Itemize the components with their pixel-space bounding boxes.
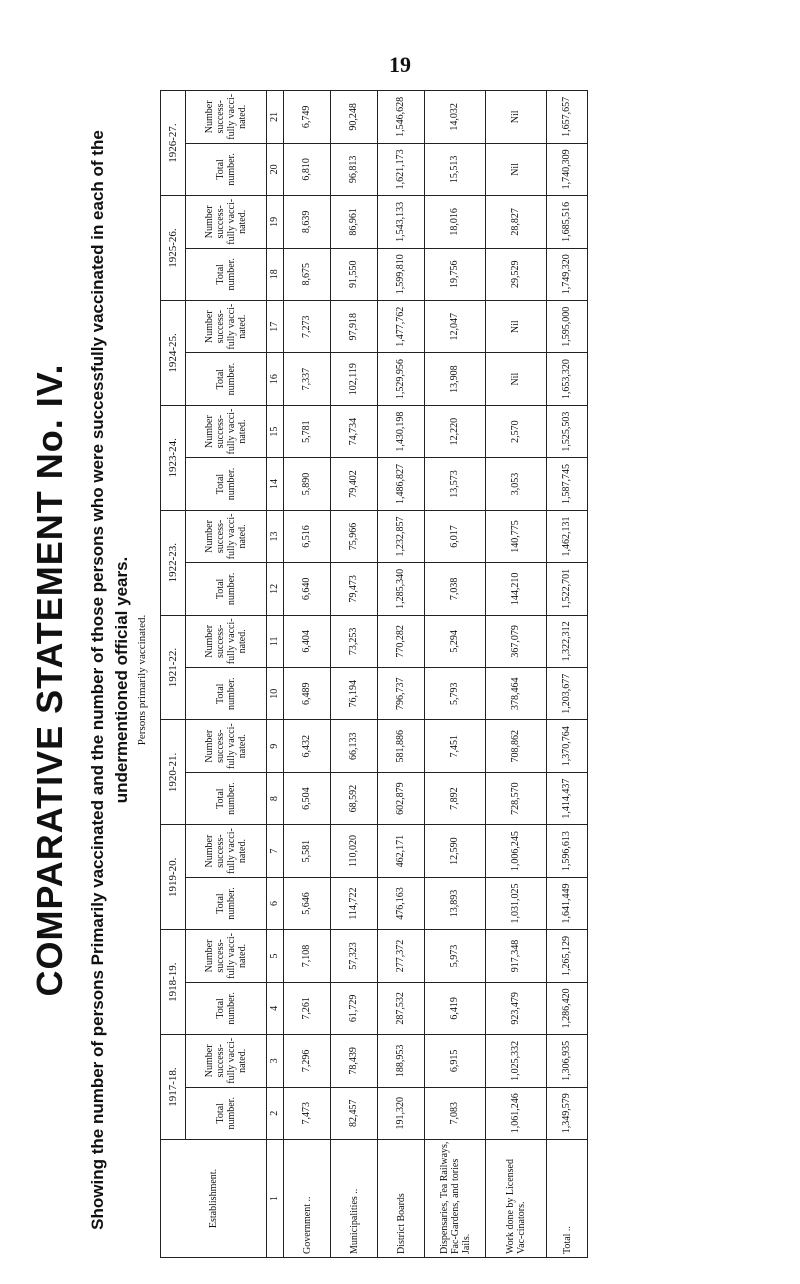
- table-cell: 367,079: [486, 615, 547, 667]
- total-number-header: Total number.: [186, 458, 267, 510]
- table-cell: 13,573: [425, 458, 486, 510]
- table-cell: Nil: [486, 91, 547, 144]
- table-cell: 708,862: [486, 720, 547, 772]
- column-number: 19: [267, 196, 284, 248]
- column-number: 21: [267, 91, 284, 144]
- successfully-vaccinated-header: Number success-fully vacci-nated.: [186, 405, 267, 457]
- column-number: 13: [267, 510, 284, 562]
- table-cell: 287,532: [378, 982, 425, 1034]
- table-cell: 3,053: [486, 458, 547, 510]
- table-cell: 1,657,657: [547, 91, 588, 144]
- establishment-label: Dispensaries, Tea Railways, Fac-Gardens, and tories Jails.: [425, 1140, 486, 1258]
- table-cell: 6,516: [284, 510, 331, 562]
- table-cell: 6,017: [425, 510, 486, 562]
- table-cell: 1,414,437: [547, 772, 588, 824]
- table-cell: 78,439: [331, 1035, 378, 1087]
- table-cell: 114,722: [331, 877, 378, 929]
- table-cell: 1,285,340: [378, 563, 425, 615]
- successfully-vaccinated-header: Number success-fully vacci-nated.: [186, 720, 267, 772]
- total-number-header: Total number.: [186, 877, 267, 929]
- table-cell: 15,513: [425, 143, 486, 195]
- year-header: 1919-20.: [161, 825, 186, 930]
- establishment-label: District Boards: [378, 1140, 425, 1258]
- table-cell: 5,581: [284, 825, 331, 877]
- table-cell: 5,890: [284, 458, 331, 510]
- table-cell: 1,286,420: [547, 982, 588, 1034]
- column-number: 4: [267, 982, 284, 1034]
- table-cell: 6,640: [284, 563, 331, 615]
- table-cell: Nil: [486, 301, 547, 353]
- rotated-statement: [28, 90, 728, 1270]
- vaccination-table: [160, 90, 588, 1258]
- table-cell: 6,504: [284, 772, 331, 824]
- column-number: 11: [267, 615, 284, 667]
- total-number-header: Total number.: [186, 563, 267, 615]
- column-number: 16: [267, 353, 284, 405]
- table-cell: 602,879: [378, 772, 425, 824]
- table-cell: 76,194: [331, 668, 378, 720]
- column-number: 14: [267, 458, 284, 510]
- table-cell: 90,248: [331, 91, 378, 144]
- table-cell: 7,296: [284, 1035, 331, 1087]
- successfully-vaccinated-header: Number success-fully vacci-nated.: [186, 1035, 267, 1087]
- table-cell: 2,570: [486, 405, 547, 457]
- column-number: 1: [267, 1140, 284, 1258]
- table-cell: 1,462,131: [547, 510, 588, 562]
- year-header: 1923-24.: [161, 405, 186, 510]
- year-header: 1918-19.: [161, 930, 186, 1035]
- table-cell: 61,729: [331, 982, 378, 1034]
- table-cell: 1,061,246: [486, 1087, 547, 1139]
- table-cell: 79,473: [331, 563, 378, 615]
- statement-subtitle: Showing the number of persons Primarily vaccinated and the number of those persons who were successfully vaccinated in each of the undermentioned official years.: [88, 130, 131, 1230]
- table-row: [425, 91, 486, 1258]
- column-number: 18: [267, 248, 284, 300]
- table-body: [284, 91, 588, 1258]
- table-cell: 1,595,000: [547, 301, 588, 353]
- column-number: 3: [267, 1035, 284, 1087]
- column-number: 20: [267, 143, 284, 195]
- table-cell: 7,038: [425, 563, 486, 615]
- total-number-header: Total number.: [186, 353, 267, 405]
- table-cell: 18,016: [425, 196, 486, 248]
- table-cell: Nil: [486, 143, 547, 195]
- successfully-vaccinated-header: Number success-fully vacci-nated.: [186, 91, 267, 144]
- successfully-vaccinated-header: Number success-fully vacci-nated.: [186, 825, 267, 877]
- table-cell: 7,273: [284, 301, 331, 353]
- table-cell: 1,006,245: [486, 825, 547, 877]
- table-cell: 1,486,827: [378, 458, 425, 510]
- table-cell: 1,306,935: [547, 1035, 588, 1087]
- table-cell: 7,083: [425, 1087, 486, 1139]
- table-cell: 917,348: [486, 930, 547, 982]
- table-cell: 476,163: [378, 877, 425, 929]
- table-cell: 7,261: [284, 982, 331, 1034]
- table-cell: 378,464: [486, 668, 547, 720]
- column-number: 6: [267, 877, 284, 929]
- year-header: 1920-21.: [161, 720, 186, 825]
- table-cell: 144,210: [486, 563, 547, 615]
- table-cell: 74,734: [331, 405, 378, 457]
- table-row: [378, 91, 425, 1258]
- table-cell: 1,653,320: [547, 353, 588, 405]
- table-cell: 7,892: [425, 772, 486, 824]
- table-cell: 796,737: [378, 668, 425, 720]
- table-cell: 188,953: [378, 1035, 425, 1087]
- table-cell: 5,646: [284, 877, 331, 929]
- table-cell: 191,320: [378, 1087, 425, 1139]
- table-cell: 1,430,198: [378, 405, 425, 457]
- year-header: 1926-27.: [161, 91, 186, 196]
- table-cell: 5,294: [425, 615, 486, 667]
- total-number-header: Total number.: [186, 1087, 267, 1139]
- table-cell: 923,479: [486, 982, 547, 1034]
- table-cell: 1,322,312: [547, 615, 588, 667]
- table-cell: 7,451: [425, 720, 486, 772]
- table-cell: 82,457: [331, 1087, 378, 1139]
- table-cell: 1,543,133: [378, 196, 425, 248]
- column-number: 2: [267, 1087, 284, 1139]
- table-cell: 28,827: [486, 196, 547, 248]
- table-cell: 102,119: [331, 353, 378, 405]
- statement-title: COMPARATIVE STATEMENT No. IV.: [29, 363, 70, 997]
- table-cell: 13,893: [425, 877, 486, 929]
- year-header: 1917-18.: [161, 1035, 186, 1140]
- table-cell: 12,047: [425, 301, 486, 353]
- establishment-label: Government ..: [284, 1140, 331, 1258]
- table-cell: 97,918: [331, 301, 378, 353]
- column-number: 7: [267, 825, 284, 877]
- table-cell: 1,525,503: [547, 405, 588, 457]
- table-cell: Nil: [486, 353, 547, 405]
- total-number-header: Total number.: [186, 982, 267, 1034]
- section-header: Persons primarily vaccinated.: [136, 614, 148, 746]
- table-cell: 1,232,857: [378, 510, 425, 562]
- table-cell: 8,675: [284, 248, 331, 300]
- table-cell: 7,337: [284, 353, 331, 405]
- column-number: 9: [267, 720, 284, 772]
- year-header: 1924-25.: [161, 301, 186, 406]
- table-cell: 110,020: [331, 825, 378, 877]
- table-cell: 1,596,613: [547, 825, 588, 877]
- table-cell: 1,685,516: [547, 196, 588, 248]
- table-cell: 581,886: [378, 720, 425, 772]
- table-cell: 7,108: [284, 930, 331, 982]
- table-cell: 1,546,628: [378, 91, 425, 144]
- total-number-header: Total number.: [186, 248, 267, 300]
- table-cell: 6,810: [284, 143, 331, 195]
- table-cell: 12,590: [425, 825, 486, 877]
- table-cell: 1,203,677: [547, 668, 588, 720]
- table-cell: 14,032: [425, 91, 486, 144]
- column-number: 8: [267, 772, 284, 824]
- table-cell: 12,220: [425, 405, 486, 457]
- table-cell: 1,641,449: [547, 877, 588, 929]
- table-cell: 29,529: [486, 248, 547, 300]
- table-cell: 1,740,309: [547, 143, 588, 195]
- table-cell: 1,749,320: [547, 248, 588, 300]
- table-cell: 5,793: [425, 668, 486, 720]
- table-cell: 1,587,745: [547, 458, 588, 510]
- column-number-row: [267, 91, 284, 1258]
- establishment-label: Total ..: [547, 1140, 588, 1258]
- establishment-header: Establishment.: [161, 1140, 267, 1258]
- successfully-vaccinated-header: Number success-fully vacci-nated.: [186, 930, 267, 982]
- column-header-row: [186, 91, 267, 1258]
- table-row: [547, 91, 588, 1258]
- year-header-row: [161, 91, 186, 1258]
- table-cell: 73,253: [331, 615, 378, 667]
- page-number: 19: [389, 52, 411, 77]
- table-cell: 6,749: [284, 91, 331, 144]
- table-cell: 140,775: [486, 510, 547, 562]
- year-header: 1921-22.: [161, 615, 186, 720]
- table-cell: 5,973: [425, 930, 486, 982]
- successfully-vaccinated-header: Number success-fully vacci-nated.: [186, 196, 267, 248]
- table-cell: 1,265,129: [547, 930, 588, 982]
- column-number: 5: [267, 930, 284, 982]
- table-cell: 6,404: [284, 615, 331, 667]
- table-cell: 13,908: [425, 353, 486, 405]
- table-cell: 1,370,764: [547, 720, 588, 772]
- table-row: [331, 91, 378, 1258]
- successfully-vaccinated-header: Number success-fully vacci-nated.: [186, 510, 267, 562]
- table-cell: 1,477,762: [378, 301, 425, 353]
- table-cell: 5,781: [284, 405, 331, 457]
- table-cell: 1,031,025: [486, 877, 547, 929]
- table-cell: 91,550: [331, 248, 378, 300]
- table-cell: 57,323: [331, 930, 378, 982]
- column-number: 12: [267, 563, 284, 615]
- table-row: [486, 91, 547, 1258]
- establishment-label: Work done by Licensed Vac-cinators.: [486, 1140, 547, 1258]
- total-number-header: Total number.: [186, 772, 267, 824]
- table-cell: 6,915: [425, 1035, 486, 1087]
- table-cell: 6,489: [284, 668, 331, 720]
- table-cell: 66,133: [331, 720, 378, 772]
- column-number: 15: [267, 405, 284, 457]
- table-cell: 75,966: [331, 510, 378, 562]
- year-header: 1925-26.: [161, 196, 186, 301]
- table-cell: 1,349,579: [547, 1087, 588, 1139]
- table-cell: 277,372: [378, 930, 425, 982]
- table-cell: 6,419: [425, 982, 486, 1034]
- total-number-header: Total number.: [186, 143, 267, 195]
- successfully-vaccinated-header: Number success-fully vacci-nated.: [186, 615, 267, 667]
- column-number: 10: [267, 668, 284, 720]
- total-number-header: Total number.: [186, 668, 267, 720]
- establishment-label: Municipalities ..: [331, 1140, 378, 1258]
- table-cell: 1,529,956: [378, 353, 425, 405]
- table-row: [284, 91, 331, 1258]
- table-cell: 7,473: [284, 1087, 331, 1139]
- table-cell: 6,432: [284, 720, 331, 772]
- table-cell: 1,025,332: [486, 1035, 547, 1087]
- table-cell: 1,522,701: [547, 563, 588, 615]
- table-cell: 1,599,810: [378, 248, 425, 300]
- table-cell: 79,402: [331, 458, 378, 510]
- table-cell: 19,756: [425, 248, 486, 300]
- table-cell: 68,592: [331, 772, 378, 824]
- table-cell: 462,171: [378, 825, 425, 877]
- table-cell: 8,639: [284, 196, 331, 248]
- year-header: 1922-23.: [161, 510, 186, 615]
- table-cell: 96,813: [331, 143, 378, 195]
- table-cell: 728,570: [486, 772, 547, 824]
- successfully-vaccinated-header: Number success-fully vacci-nated.: [186, 301, 267, 353]
- statement-title-block: [28, 90, 134, 1270]
- table-cell: 1,621,173: [378, 143, 425, 195]
- table-cell: 770,282: [378, 615, 425, 667]
- table-cell: 86,961: [331, 196, 378, 248]
- column-number: 17: [267, 301, 284, 353]
